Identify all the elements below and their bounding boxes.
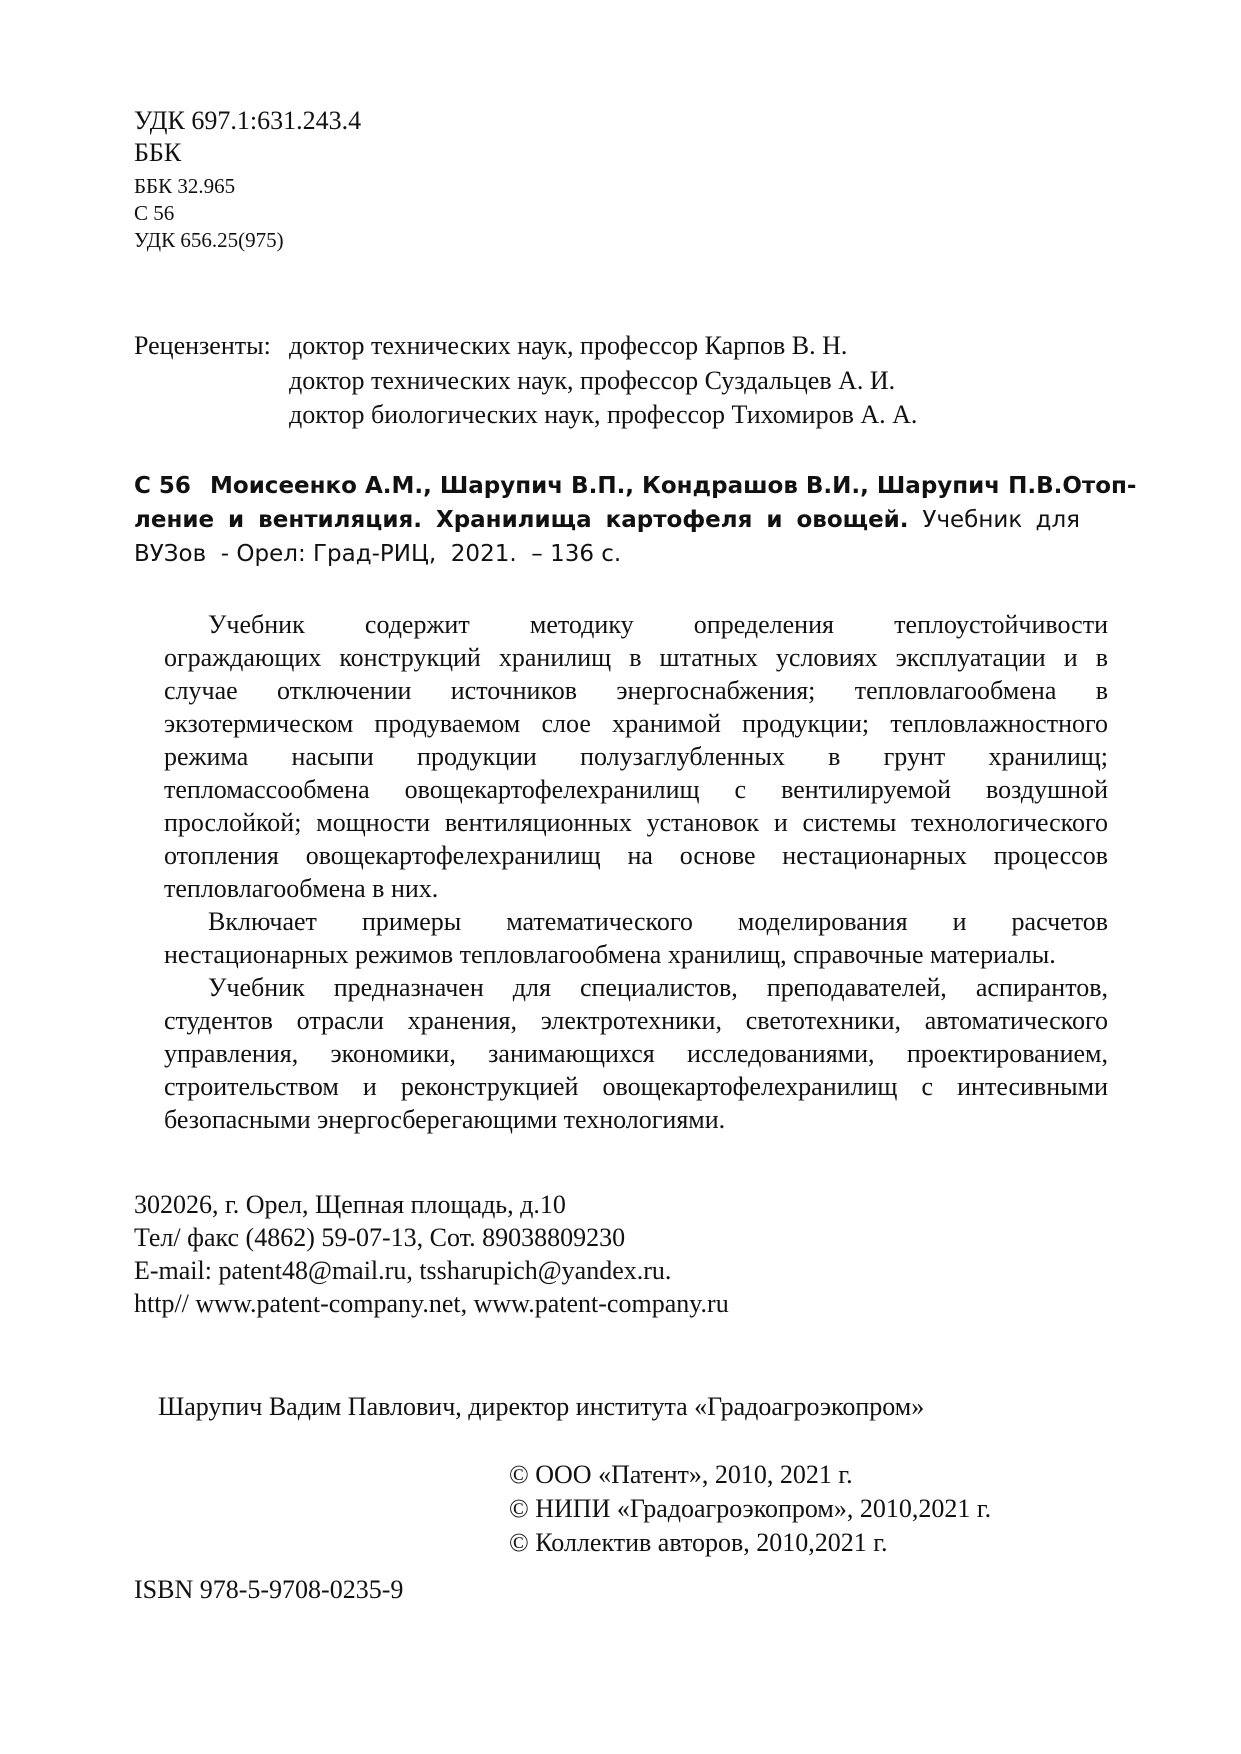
udk-primary: УДК 697.1:631.243.4 [134, 106, 362, 135]
abstract-line: безопасными энергосберегающими технологиями. [164, 1105, 726, 1134]
bib-line-2 [134, 507, 1080, 533]
bib-authors: Моисеенко А.М., Шарупич В.П., Кондрашов В.И., Шарупич П.В. [210, 473, 1063, 499]
bib-line-1 [210, 473, 1137, 499]
abstract-line: строительством и реконструкцией овощекартофелехранилищ с интесивными [164, 1072, 1108, 1101]
bib-title-end: ление и вентиляция. Хранилища картофеля и овощей. [134, 507, 909, 533]
abstract-line: прослойкой; мощности вентиляционных установок и системы технологического [164, 808, 1108, 837]
abstract-line: тепломассообмена овощекартофелехранилищ с вентилируемой воздушной [164, 775, 1108, 804]
abstract-line: режима насыпи продукции полузаглубленных в грунт хранилищ; [164, 742, 1108, 771]
contact-web: http// www.patent-company.net, www.patent-company.ru [134, 1289, 729, 1318]
copyright-line: © Коллектив авторов, 2010,2021 г. [509, 1528, 888, 1557]
abstract-line: управления, экономики, занимающихся исследованиями, проектированием, [164, 1039, 1108, 1068]
reviewer-item: доктор технических наук, профессор Суздальцев А. И. [289, 366, 896, 395]
abstract-line: нестационарных режимов тепловлагообмена хранилищ, справочные материалы. [164, 940, 1056, 969]
abstract-line: Учебник предназначен для специалистов, преподавателей, аспирантов, [208, 973, 1108, 1002]
abstract-line: экзотермическом продуваемом слое хранимой продукции; тепловлажностного [164, 709, 1108, 738]
bbk-label: ББК [134, 138, 182, 167]
bib-code: С 56 [134, 473, 191, 499]
contact-email: E-mail: patent48@mail.ru, tssharupich@yandex.ru. [134, 1256, 672, 1285]
contact-phone: Тел/ факс (4862) 59-07-13, Сот. 89038809230 [134, 1223, 626, 1252]
abstract-line: тепловлагообмена в них. [164, 874, 439, 903]
abstract-line: студентов отрасли хранения, электротехники, светотехники, автоматического [164, 1006, 1108, 1035]
copyright-line: © НИПИ «Градоагроэкопром», 2010,2021 г. [509, 1494, 992, 1523]
bib-type: Учебник для [922, 507, 1080, 533]
abstract-line: Учебник содержит методику определения теплоустойчивости [208, 610, 1108, 639]
abstract-line: Включает примеры математического моделирования и расчетов [208, 907, 1108, 936]
reviewers-label: Рецензенты: [134, 331, 271, 360]
abstract-line: ограждающих конструкций хранилищ в штатных условиях эксплуатации и в [164, 643, 1108, 672]
contact-address: 302026, г. Орел, Щепная площадь, д.10 [134, 1190, 566, 1219]
udk-secondary: УДК 656.25(975) [134, 228, 284, 252]
copyright-line: © ООО «Патент», 2010, 2021 г. [509, 1460, 853, 1489]
isbn: ISBN 978-5-9708-0235-9 [134, 1575, 404, 1604]
abstract-line: отопления овощекартофелехранилищ на основе нестационарных процессов [164, 841, 1108, 870]
bib-title-start: Отоп- [1062, 473, 1137, 499]
abstract-line: случае отключении источников энергоснабжения; тепловлагообмена в [164, 676, 1108, 705]
reviewer-item: доктор биологических наук, профессор Тихомиров А. А. [289, 400, 918, 429]
author-mark: С 56 [134, 201, 175, 225]
director-line: Шарупич Вадим Павлович, директор института «Градоагроэкопром» [158, 1392, 925, 1421]
bib-line-3: ВУЗов - Орел: Град-РИЦ, 2021. – 136 с. [134, 541, 622, 567]
bbk-code: ББК 32.965 [134, 174, 236, 198]
reviewer-item: доктор технических наук, профессор Карпов В. Н. [289, 331, 848, 360]
